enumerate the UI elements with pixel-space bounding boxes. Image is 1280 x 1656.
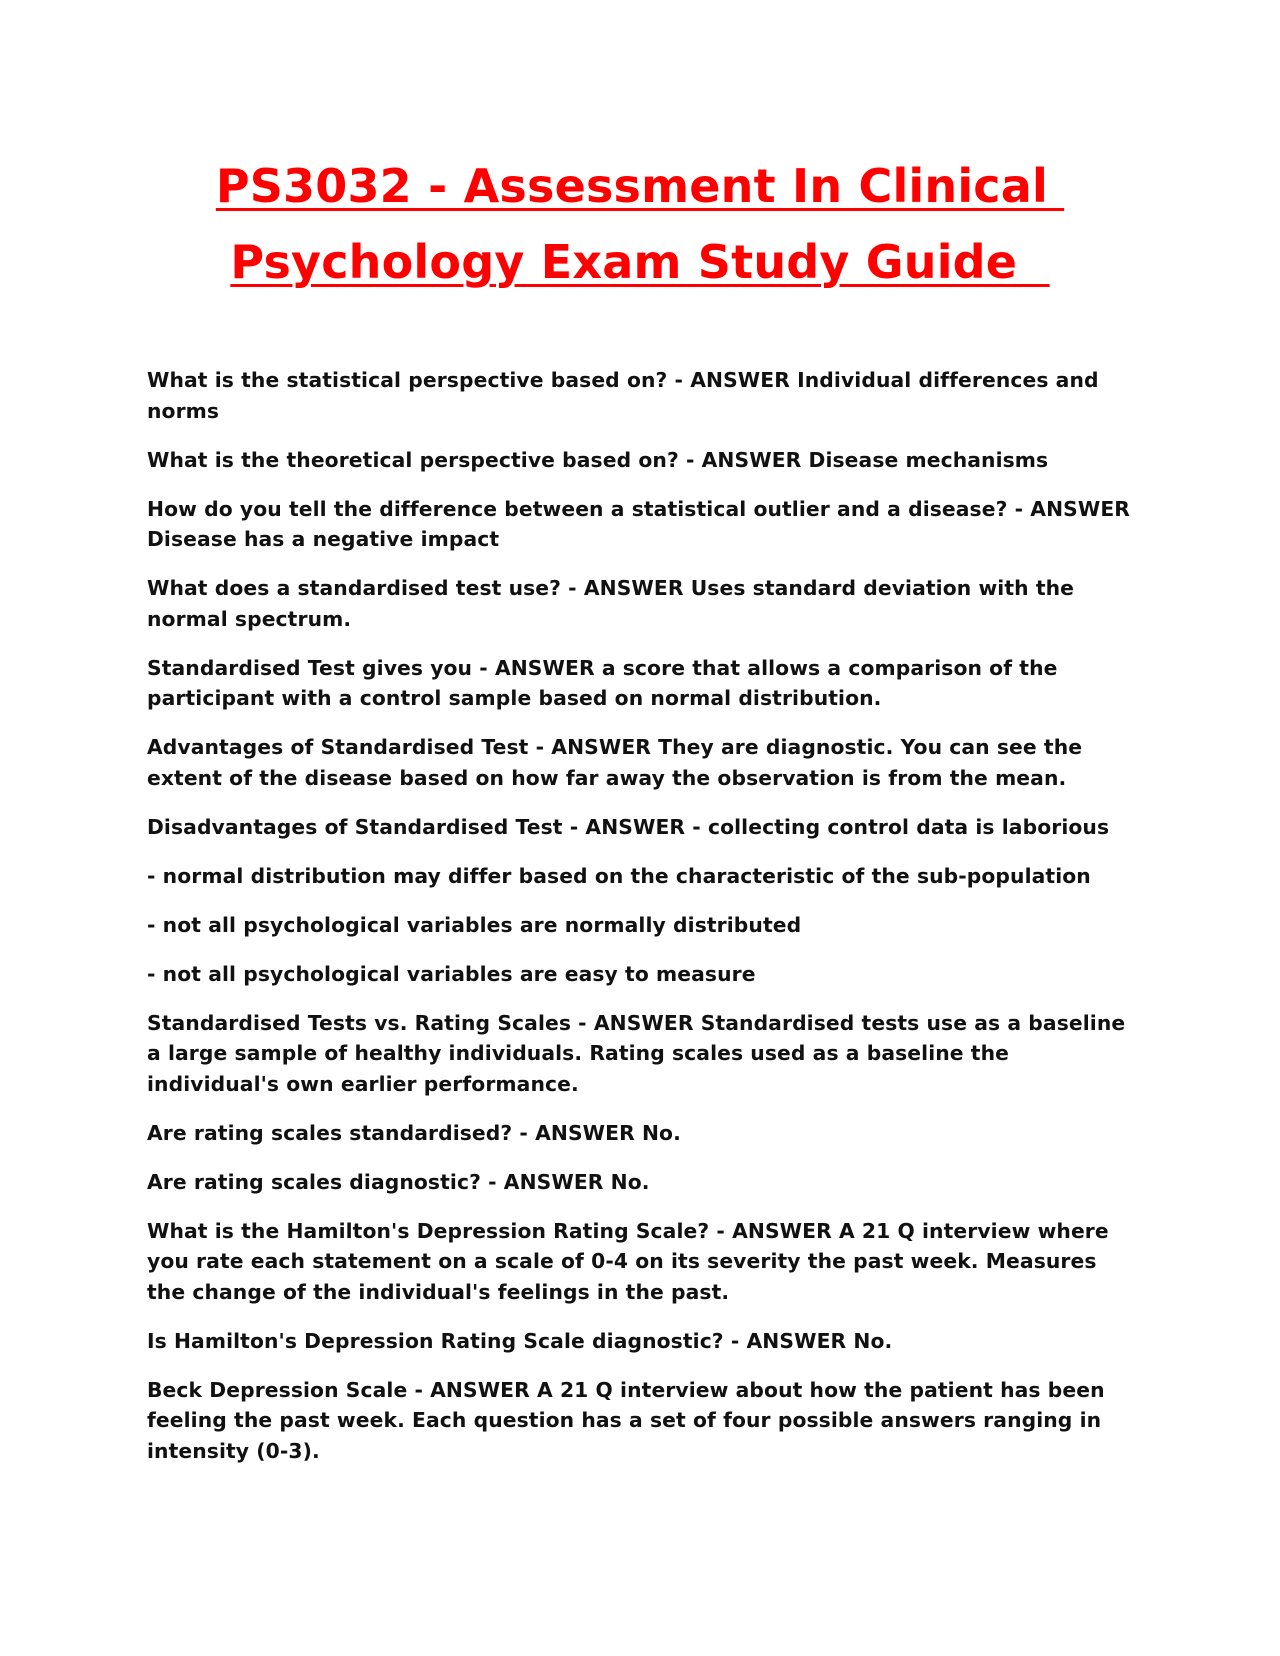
title-line-2: Psychology Exam Study Guide [230,235,1050,289]
qa-paragraph: Advantages of Standardised Test - ANSWER They are diagnostic. You can see the extent of the disease based on how far away the observation is from the mean. [147,735,1083,790]
title-line-1: PS3032 - Assessment In Clinical [215,159,1065,213]
qa-paragraph: Standardised Test gives you - ANSWER a score that allows a comparison of the participant with a control sample based on normal distribution. [147,655,1058,710]
qa-paragraph: Are rating scales standardised? - ANSWER No. [147,1120,681,1145]
qa-paragraph: What is the Hamilton's Depression Rating Scale? - ANSWER A 21 Q interview where you rate each statement on a scale of 0-4 on its severity the past week. Measures the change of the individual's feelings in the past. [147,1218,1109,1304]
qa-paragraph: Beck Depression Scale - ANSWER A 21 Q interview about how the patient has been feeling the past week. Each question has a set of four possible answers ranging in intensity (0-3). [147,1377,1105,1463]
study-guide-body [147,365,1137,1485]
qa-paragraph: Standardised Tests vs. Rating Scales - ANSWER Standardised tests use as a baseline a large sample of healthy individuals. Rating scales used as a baseline the individual's own earlier performance. [147,1010,1126,1096]
qa-paragraph: What does a standardised test use? - ANSWER Uses standard deviation with the normal spectrum. [147,576,1075,631]
qa-paragraph: How do you tell the difference between a statistical outlier and a disease? - ANSWER Disease has a negative impact [147,496,1131,551]
bullet-item: - not all psychological variables are easy to measure [147,961,756,986]
qa-paragraph: What is the statistical perspective based on? - ANSWER Individual differences and norms [147,368,1099,423]
document-title [0,148,1280,300]
qa-paragraph: Are rating scales diagnostic? - ANSWER No. [147,1169,650,1194]
qa-paragraph: What is the theoretical perspective based on? - ANSWER Disease mechanisms [147,447,1049,472]
qa-paragraph: Disadvantages of Standardised Test - ANSWER - collecting control data is laborious [147,814,1110,839]
bullet-item: - not all psychological variables are normally distributed [147,912,802,937]
bullet-item: - normal distribution may differ based on the characteristic of the sub-population [147,863,1091,888]
qa-paragraph: Is Hamilton's Depression Rating Scale diagnostic? - ANSWER No. [147,1328,893,1353]
